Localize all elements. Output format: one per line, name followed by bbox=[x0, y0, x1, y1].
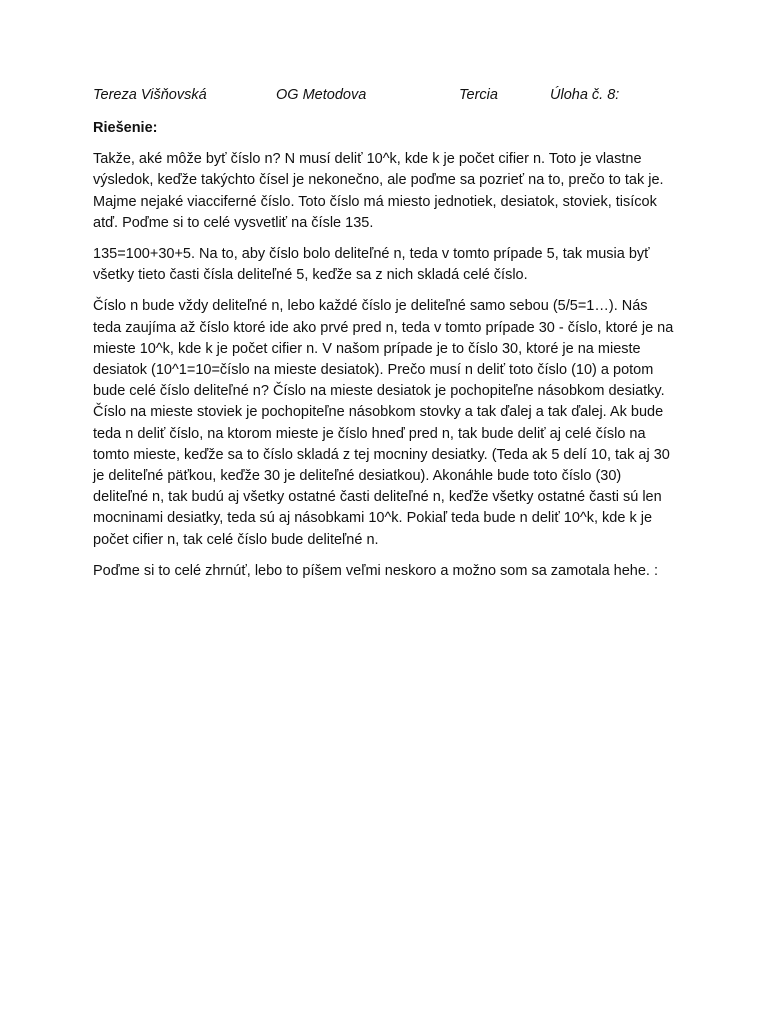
author-name: Tereza Višňovská bbox=[93, 87, 207, 103]
paragraph-4: Poďme si to celé zhrnúť, lebo to píšem veľmi neskoro a možno som sa zamotala hehe. : bbox=[93, 562, 659, 579]
class-name: Tercia bbox=[459, 87, 498, 103]
document-body bbox=[93, 118, 677, 592]
paragraph-3: Číslo n bude vždy deliteľné n, lebo každé číslo je deliteľné samo sebou (5/5=1…). Nás teda zaujíma až číslo ktoré ide ako prvé pred n, teda v tomto prípade 30 - číslo, ktoré je na mieste 10^k, kde k je počet cifier n. V našom prípade je to číslo 30, ktoré je na mieste desiatok (10^1=10=číslo na mieste desiatok). Prečo musí n deliť toto číslo (10) a potom bude celé číslo deliteľné n? Číslo na mieste desiatok je pochopiteľne násobkom desiatky. Číslo na mieste stoviek je pochopiteľne násobkom stovky a tak ďalej a tak ďalej. Ak bude teda n deliť číslo, na ktorom mieste je číslo hneď pred n, tak bude deliť aj celé číslo na tomto mieste, keďže sa to číslo skladá z tej mocniny desiatky. (Teda ak 5 delí 10, tak aj 30 je deliteľné päťkou, keďže 30 je deliteľné desiatkou). Akonáhle bude toto číslo (30) deliteľné n, tak budú aj všetky ostatné časti deliteľné n, keďže všetky ostatné časti sú len mocninami desiatky, teda sú aj násobkami 10^k. Pokiaľ teda bude n deliť 10^k, kde k je počet cifier n, tak celé číslo bude deliteľné n. bbox=[93, 298, 674, 548]
section-heading: Riešenie: bbox=[93, 120, 158, 136]
task-number: Úloha č. 8: bbox=[550, 87, 620, 103]
document-header bbox=[0, 87, 768, 107]
paragraph-2: 135=100+30+5. Na to, aby číslo bolo deliteľné n, teda v tomto prípade 5, tak musia byť všetky tieto časti čísla deliteľné 5, keďže sa z nich skladá celé číslo. bbox=[93, 246, 650, 284]
paragraph-1: Takže, aké môže byť číslo n? N musí deliť 10^k, kde k je počet cifier n. Toto je vlastne výsledok, keďže takýchto čísel je nekonečno, ale poďme sa pozrieť na to, prečo to tak je. Majme nejaké viacciferné číslo. Toto číslo má miesto jednotiek, desiatok, stoviek, tisícok atď. Poďme si to celé vysvetliť na čísle 135. bbox=[93, 151, 664, 231]
school-name: OG Metodova bbox=[276, 87, 367, 103]
